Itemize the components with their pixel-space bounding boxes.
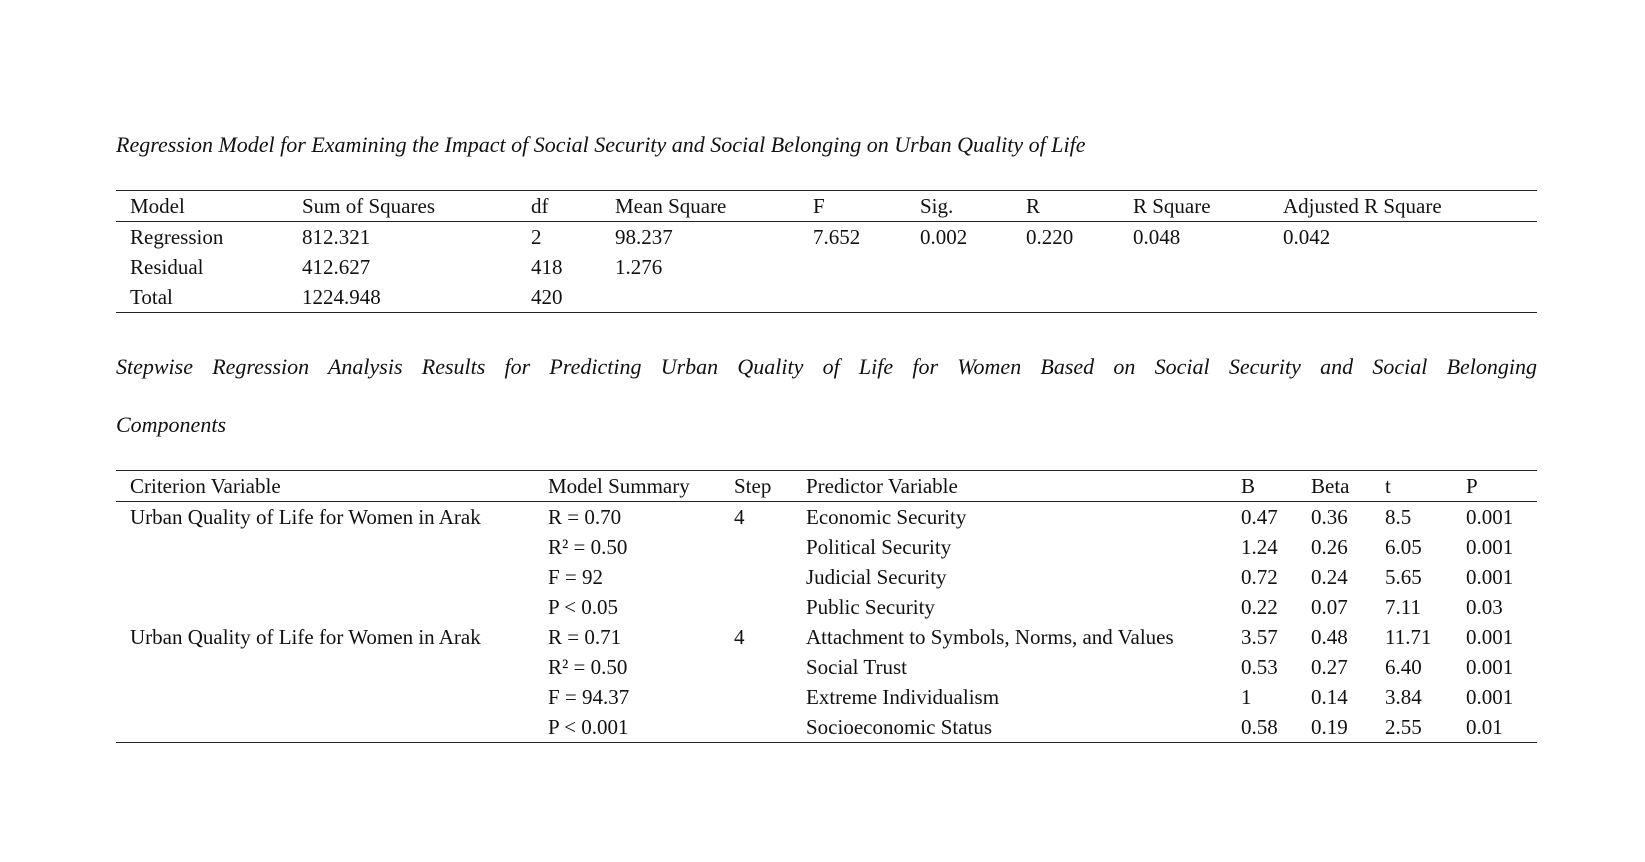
cell-sum-of-squares: 412.627: [302, 255, 371, 279]
cell-f: [799, 282, 906, 313]
cell-predictor-variable: Public Security: [806, 595, 935, 619]
column-header-t: t: [1385, 474, 1391, 498]
table-row: [116, 532, 1537, 562]
cell-df: 420: [531, 285, 563, 309]
table-row: [116, 502, 1537, 533]
cell-model-summary: F = 94.37: [548, 685, 630, 709]
cell-r-square: [1119, 252, 1269, 282]
cell-predictor-variable: Political Security: [806, 535, 952, 559]
cell-sig: 0.002: [920, 225, 968, 249]
table-row: [116, 562, 1537, 592]
column-header-r-square: R Square: [1133, 194, 1211, 218]
table-row: [116, 222, 1537, 253]
cell-criterion-variable: [116, 682, 534, 712]
cell-beta: 0.07: [1311, 595, 1348, 619]
cell-p: 0.001: [1466, 655, 1514, 679]
cell-beta: 0.19: [1311, 715, 1348, 739]
column-header-adjusted-r-square: Adjusted R Square: [1283, 194, 1442, 218]
table-row: [116, 682, 1537, 712]
cell-predictor-variable: Socioeconomic Status: [806, 715, 993, 739]
cell-model-summary: R² = 0.50: [548, 655, 628, 679]
cell-criterion-variable: Urban Quality of Life for Women in Arak: [130, 625, 481, 649]
table2-header-row: [116, 471, 1537, 502]
column-header-p: P: [1466, 474, 1478, 498]
table-row: [116, 282, 1537, 313]
column-header-model: Model: [130, 194, 185, 218]
cell-model-summary: R = 0.71: [548, 625, 622, 649]
cell-beta: 0.24: [1311, 565, 1348, 589]
cell-sum-of-squares: 1224.948: [302, 285, 381, 309]
cell-criterion-variable: [116, 592, 534, 622]
cell-predictor-variable: Economic Security: [806, 505, 967, 529]
cell-beta: 0.14: [1311, 685, 1348, 709]
cell-predictor-variable: Attachment to Symbols, Norms, and Values: [806, 625, 1174, 649]
column-header-criterion-variable: Criterion Variable: [130, 474, 281, 498]
cell-adjusted-r-square: [1269, 252, 1537, 282]
cell-p: 0.001: [1466, 505, 1514, 529]
cell-mean-square: 98.237: [615, 225, 673, 249]
cell-b: 0.22: [1241, 595, 1278, 619]
cell-model-summary: P < 0.05: [548, 595, 618, 619]
cell-step: 4: [734, 625, 745, 649]
cell-p: 0.001: [1466, 565, 1514, 589]
cell-b: 0.47: [1241, 505, 1278, 529]
cell-model-summary: R² = 0.50: [548, 535, 628, 559]
cell-criterion-variable: [116, 562, 534, 592]
stepwise-regression-table: [116, 470, 1537, 743]
cell-r-square: 0.048: [1133, 225, 1181, 249]
cell-t: 8.5: [1385, 505, 1412, 529]
cell-beta: 0.27: [1311, 655, 1348, 679]
cell-b: 0.58: [1241, 715, 1278, 739]
column-header-b: B: [1241, 474, 1256, 498]
column-header-sig: Sig.: [920, 194, 954, 218]
table2-body: [116, 502, 1537, 743]
table-row: [116, 592, 1537, 622]
cell-mean-square: [601, 282, 799, 313]
cell-beta: 0.36: [1311, 505, 1348, 529]
cell-predictor-variable: Social Trust: [806, 655, 907, 679]
cell-criterion-variable: [116, 532, 534, 562]
cell-r: 0.220: [1026, 225, 1074, 249]
cell-f: [799, 252, 906, 282]
table1-header-row: [116, 191, 1537, 222]
column-header-df: df: [531, 194, 549, 218]
column-header-mean-square: Mean Square: [615, 194, 727, 218]
cell-step: 4: [734, 505, 745, 529]
cell-step: [720, 652, 792, 682]
cell-step: [720, 592, 792, 622]
cell-p: 0.001: [1466, 535, 1514, 559]
cell-b: 1.24: [1241, 535, 1278, 559]
table2-caption-line2: Components: [116, 412, 226, 437]
cell-adjusted-r-square: 0.042: [1283, 225, 1331, 249]
cell-t: 6.40: [1385, 655, 1422, 679]
cell-df: 418: [531, 255, 563, 279]
cell-p: 0.001: [1466, 625, 1514, 649]
cell-adjusted-r-square: [1269, 282, 1537, 313]
table2-caption-line1: Stepwise Regression Analysis Results for Predicting Urban Quality of Life for Women Based on Social Security and Social Belonging: [116, 354, 1537, 379]
table1-body: [116, 222, 1537, 313]
cell-mean-square: 1.276: [615, 255, 663, 279]
cell-criterion-variable: [116, 652, 534, 682]
cell-predictor-variable: Extreme Individualism: [806, 685, 1000, 709]
cell-b: 0.53: [1241, 655, 1278, 679]
table-row: [116, 252, 1537, 282]
cell-t: 3.84: [1385, 685, 1422, 709]
cell-model-summary: R = 0.70: [548, 505, 622, 529]
cell-model-summary: F = 92: [548, 565, 604, 589]
cell-step: [720, 712, 792, 743]
column-header-step: Step: [734, 474, 772, 498]
cell-t: 7.11: [1385, 595, 1421, 619]
column-header-f: F: [813, 194, 825, 218]
cell-model: Total: [130, 285, 173, 309]
cell-df: 2: [531, 225, 542, 249]
cell-step: [720, 682, 792, 712]
cell-step: [720, 532, 792, 562]
cell-b: 1: [1241, 685, 1252, 709]
cell-t: 2.55: [1385, 715, 1422, 739]
table-row: [116, 712, 1537, 743]
cell-step: [720, 562, 792, 592]
anova-regression-table: [116, 190, 1537, 313]
table-row: [116, 652, 1537, 682]
cell-t: 11.71: [1385, 625, 1432, 649]
cell-model-summary: P < 0.001: [548, 715, 629, 739]
cell-beta: 0.26: [1311, 535, 1348, 559]
cell-predictor-variable: Judicial Security: [806, 565, 947, 589]
table-row: [116, 622, 1537, 652]
cell-model: Residual: [130, 255, 204, 279]
cell-criterion-variable: [116, 712, 534, 743]
cell-sum-of-squares: 812.321: [302, 225, 371, 249]
cell-p: 0.03: [1466, 595, 1503, 619]
cell-sig: [906, 252, 1012, 282]
cell-sig: [906, 282, 1012, 313]
table1-caption: Regression Model for Examining the Impact of Social Security and Social Belonging on Urban Quality of Life: [116, 132, 1086, 157]
cell-r: [1012, 252, 1119, 282]
column-header-r: R: [1026, 194, 1041, 218]
cell-t: 6.05: [1385, 535, 1422, 559]
cell-p: 0.001: [1466, 685, 1514, 709]
column-header-model-summary: Model Summary: [548, 474, 690, 498]
cell-p: 0.01: [1466, 715, 1503, 739]
cell-r: [1012, 282, 1119, 313]
cell-t: 5.65: [1385, 565, 1422, 589]
cell-r-square: [1119, 282, 1269, 313]
cell-b: 3.57: [1241, 625, 1278, 649]
column-header-sum-of-squares: Sum of Squares: [302, 194, 435, 218]
cell-model: Regression: [130, 225, 224, 249]
cell-beta: 0.48: [1311, 625, 1348, 649]
column-header-predictor-variable: Predictor Variable: [806, 474, 958, 498]
cell-b: 0.72: [1241, 565, 1278, 589]
cell-criterion-variable: Urban Quality of Life for Women in Arak: [130, 505, 481, 529]
column-header-beta: Beta: [1311, 474, 1350, 498]
cell-f: 7.652: [813, 225, 861, 249]
